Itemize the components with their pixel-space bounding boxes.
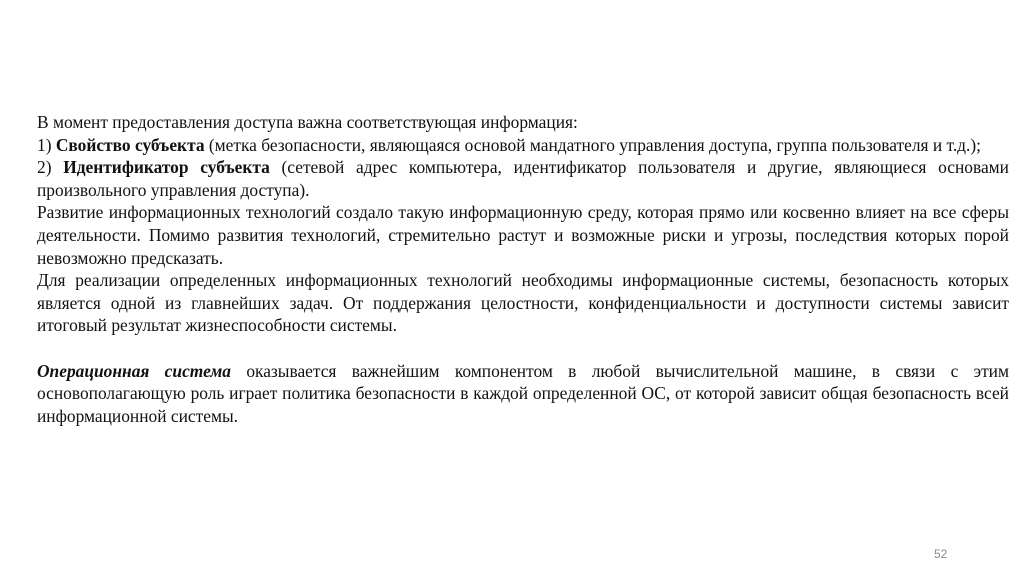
term-subject-property: Свойство субъекта [55,134,205,155]
slide-body [37,111,1009,427]
list-item-subject-property [37,134,1009,157]
page-number: 52 [934,547,948,561]
paragraph-operating-system-text: оказывается важнейшим компонентом в любой вычислительной машине, в связи с этим основополагающую роль играет политика безопасности в каждой определенной ОС, от которой зависит общая безопасность всей информационной системы. [37,360,1009,426]
list-item-number: 2) [37,157,64,178]
term-subject-identifier: Идентификатор субъекта [63,157,270,178]
paragraph-operating-system [37,360,1009,428]
paragraph-spacer [37,337,1009,360]
intro-line: В момент предоставления доступа важна соответствующая информация: [37,112,578,132]
list-item-description: (сетевой адрес компьютера, идентификатор пользователя и другие, являющиеся основами произвольного управления доступа). [37,157,1009,200]
list-item-description: (метка безопасности, являющаяся основой мандатного управления доступа, группа пользователя и т.д.); [204,134,981,155]
paragraph-information-systems: Для реализации определенных информационных технологий необходимы информационные системы, безопасность которых является одной из главнейших задач. От поддержания целостности, конфиденциальности и доступности системы зависит итоговый результат жизнеспособности системы. [37,270,1009,336]
list-item-subject-identifier [37,156,1009,201]
paragraph-it-development: Развитие информационных технологий создало такую информационную среду, которая прямо или косвенно влияет на все сферы деятельности. Помимо развития технологий, стремительно растут и возможные риски и угрозы, последствия которых порой невозможно предсказать. [37,202,1009,268]
term-operating-system: Операционная система [37,360,231,381]
list-item-number: 1) [37,134,56,155]
